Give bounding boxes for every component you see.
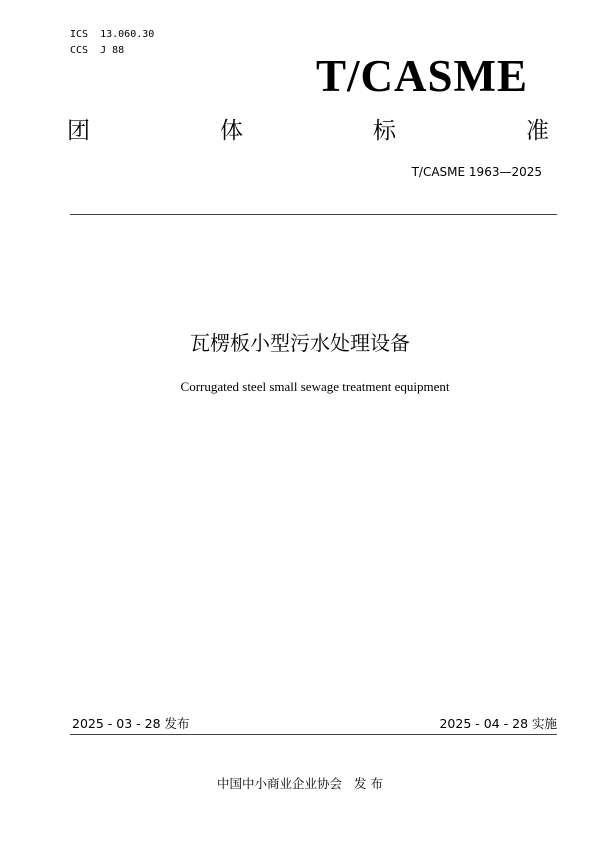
- top-divider: [70, 214, 557, 215]
- document-title-english: Corrugated steel small sewage treatment equipment: [180, 379, 450, 394]
- implementation-date: 2025 - 04 - 28 实施: [439, 716, 557, 731]
- standard-type-char: 标: [373, 118, 396, 144]
- bottom-divider: [70, 734, 557, 735]
- standard-type-heading: [67, 118, 549, 144]
- standard-type-char: 团: [67, 118, 90, 144]
- organization-code: T/CASME: [315, 51, 528, 101]
- standard-number: T/CASME 1963—2025: [411, 165, 542, 179]
- ics-code: ICS 13.060.30: [70, 29, 155, 40]
- standard-type-char: 体: [220, 118, 243, 144]
- publish-date: 2025 - 03 - 28 发布: [72, 716, 190, 731]
- publisher: 中国中小商业企业协会 发 布: [217, 776, 383, 791]
- ccs-code: CCS J 88: [70, 45, 125, 56]
- document-title-chinese: 瓦楞板小型污水处理设备: [190, 331, 410, 355]
- standard-type-char: 准: [526, 118, 549, 144]
